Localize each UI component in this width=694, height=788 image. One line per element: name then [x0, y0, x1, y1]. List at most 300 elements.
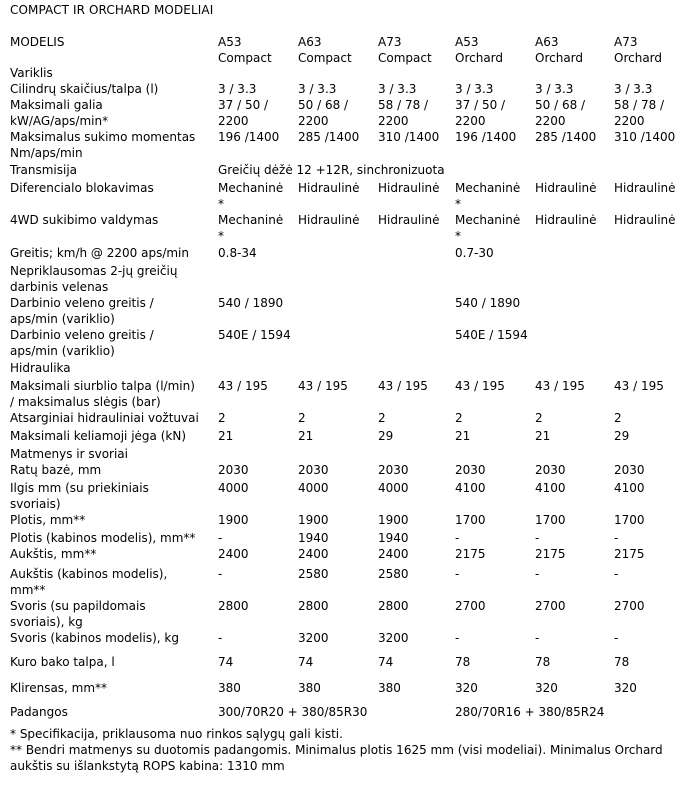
cell-line: Padangos [10, 705, 68, 719]
row-label [10, 129, 215, 161]
cell-line: 43 / 195 [298, 379, 348, 393]
table-cell [298, 81, 336, 97]
table-cell [298, 512, 329, 528]
cell-line: Hidraulinė [378, 213, 440, 227]
cell-line: - [218, 631, 223, 645]
table-cell [378, 410, 386, 426]
table-cell [455, 129, 516, 145]
model-header [455, 34, 503, 66]
cell-line: 4100 [614, 481, 645, 495]
cell-line: Mechaninė [455, 213, 521, 227]
cell-line: 1700 [535, 513, 566, 527]
cell-line: Atsarginiai hidrauliniai vožtuvai [10, 411, 199, 425]
table-cell [218, 162, 445, 178]
cell-line: Matmenys ir svoriai [10, 447, 128, 461]
table-cell [298, 480, 329, 496]
cell-line: 320 [614, 681, 637, 695]
cell-line: 3 / 3.3 [455, 82, 494, 96]
cell-line: Hidraulinė [535, 181, 597, 195]
cell-line: Hidraulinė [378, 181, 440, 195]
table-cell [298, 630, 329, 646]
cell-line: Greitis; km/h @ 2200 aps/min [10, 246, 189, 260]
model-header [298, 34, 352, 66]
table-cell [218, 97, 268, 129]
cell-line: 43 / 195 [218, 379, 268, 393]
cell-line: 2800 [298, 599, 329, 613]
cell-line: 4000 [378, 481, 409, 495]
cell-line: 320 [455, 681, 478, 695]
row-label [10, 410, 215, 426]
cell-line: Maksimali keliamoji jėga (kN) [10, 429, 186, 443]
header-label [10, 34, 215, 50]
cell-line: - [218, 531, 223, 545]
table-cell [218, 245, 257, 261]
table-cell [535, 81, 573, 97]
row-label [10, 212, 215, 228]
cell-line: 21 [535, 429, 551, 443]
cell-line: Orchard [455, 51, 504, 65]
table-cell [535, 129, 596, 145]
table-cell [378, 680, 401, 696]
row-label [10, 378, 215, 410]
cell-line: 2 [455, 411, 463, 425]
table-cell [218, 410, 226, 426]
table-cell [614, 566, 618, 582]
table-cell [614, 81, 652, 97]
table-cell [218, 462, 249, 478]
cell-line: A73 [614, 35, 638, 49]
cell-line: 2030 [535, 463, 566, 477]
table-cell [218, 630, 222, 646]
table-cell [298, 378, 348, 394]
cell-line: Plotis (kabinos modelis), mm** [10, 531, 196, 545]
table-cell [614, 428, 629, 444]
table-cell [535, 654, 550, 670]
cell-line: 1900 [378, 513, 409, 527]
row-label [10, 295, 215, 327]
row-label [10, 480, 215, 512]
row-label [10, 546, 215, 562]
cell-line: mm** [10, 583, 46, 597]
row-label [10, 97, 215, 129]
cell-line: 2700 [614, 599, 645, 613]
cell-line: Aukštis, mm** [10, 547, 97, 561]
table-cell [614, 512, 645, 528]
table-cell [614, 546, 645, 562]
table-cell [378, 566, 409, 582]
cell-line: - [455, 567, 460, 581]
cell-line: 2 [614, 411, 622, 425]
row-label [10, 263, 215, 295]
table-cell [535, 680, 558, 696]
table-cell [378, 654, 393, 670]
table-cell [455, 245, 494, 261]
table-cell [218, 180, 283, 212]
cell-line: 1900 [218, 513, 249, 527]
table-cell [535, 180, 597, 196]
row-label [10, 530, 215, 546]
table-cell [455, 480, 486, 496]
cell-line: - [455, 631, 460, 645]
table-cell [455, 630, 459, 646]
cell-line: 2580 [378, 567, 409, 581]
cell-line: A53 [218, 35, 242, 49]
row-label [10, 81, 215, 97]
cell-line: * [455, 197, 461, 211]
table-cell [218, 566, 222, 582]
cell-line: A63 [535, 35, 559, 49]
table-cell [535, 428, 550, 444]
cell-line: kW/AG/aps/min* [10, 114, 109, 128]
cell-line: 2030 [378, 463, 409, 477]
cell-line: 285 /1400 [298, 130, 360, 144]
cell-line: 540E / 1594 [455, 328, 528, 342]
cell-line: 2 [298, 411, 306, 425]
table-cell [535, 546, 566, 562]
cell-line: svoriais) [10, 497, 61, 511]
table-cell [298, 654, 313, 670]
cell-line: 280/70R16 + 380/85R24 [455, 705, 605, 719]
cell-line: 380 [378, 681, 401, 695]
cell-line: Hidraulinė [614, 181, 676, 195]
cell-line: 2400 [218, 547, 249, 561]
table-cell [455, 295, 520, 311]
table-cell [455, 530, 459, 546]
cell-line: 285 /1400 [535, 130, 597, 144]
row-label [10, 428, 215, 444]
table-cell [535, 462, 566, 478]
cell-line: 2200 [455, 114, 486, 128]
cell-line: 58 / 78 / [614, 98, 665, 112]
table-cell [535, 212, 597, 228]
cell-line: 2030 [455, 463, 486, 477]
cell-line: 1900 [298, 513, 329, 527]
cell-line: Mechaninė [455, 181, 521, 195]
cell-line: Compact [378, 51, 432, 65]
cell-line: 2800 [218, 599, 249, 613]
cell-line: darbinis velenas [10, 280, 109, 294]
cell-line: Maksimali galia [10, 98, 103, 112]
cell-line: Hidraulinė [535, 213, 597, 227]
cell-line: 310 /1400 [614, 130, 676, 144]
cell-line: 2030 [614, 463, 645, 477]
cell-line: Transmisija [10, 163, 78, 177]
cell-line: 43 / 195 [378, 379, 428, 393]
table-cell [218, 680, 241, 696]
cell-line: Mechaninė [218, 213, 284, 227]
table-cell [298, 530, 329, 546]
cell-line: Darbinio veleno greitis / [10, 328, 154, 342]
cell-line: 29 [378, 429, 394, 443]
table-cell [218, 530, 222, 546]
cell-line: 21 [455, 429, 471, 443]
cell-line: Compact [218, 51, 272, 65]
cell-line: 2175 [614, 547, 645, 561]
table-cell [455, 428, 470, 444]
cell-line: aps/min (variklio) [10, 312, 115, 326]
table-cell [455, 512, 486, 528]
model-header [378, 34, 432, 66]
table-cell [614, 654, 629, 670]
table-cell [298, 428, 313, 444]
table-cell [455, 462, 486, 478]
row-label [10, 654, 215, 670]
cell-line: Hidraulinė [614, 213, 676, 227]
table-cell [298, 97, 348, 129]
table-cell [455, 654, 470, 670]
cell-line: 196 /1400 [455, 130, 517, 144]
cell-line: 37 / 50 / [455, 98, 506, 112]
cell-line: 2175 [455, 547, 486, 561]
table-cell [455, 378, 505, 394]
cell-line: 29 [614, 429, 630, 443]
cell-line: 4WD sukibimo valdymas [10, 213, 159, 227]
cell-line: 3200 [378, 631, 409, 645]
table-cell [218, 512, 249, 528]
table-cell [455, 680, 478, 696]
table-cell [378, 512, 409, 528]
table-cell [378, 480, 409, 496]
row-label [10, 512, 215, 528]
cell-line: 310 /1400 [378, 130, 440, 144]
model-header [218, 34, 272, 66]
table-cell [378, 97, 428, 129]
table-cell [455, 546, 486, 562]
row-label [10, 446, 215, 462]
cell-line: Variklis [10, 66, 53, 80]
cell-line: 2400 [298, 547, 329, 561]
cell-line: 2700 [535, 599, 566, 613]
cell-line: 4000 [218, 481, 249, 495]
cell-line: Cilindrų skaičius/talpa (l) [10, 82, 159, 96]
table-cell [455, 327, 528, 343]
cell-line: 50 / 68 / [298, 98, 349, 112]
table-cell [218, 704, 367, 720]
row-label [10, 65, 215, 81]
table-cell [535, 566, 539, 582]
table-cell [378, 81, 416, 97]
model-header [614, 34, 662, 66]
cell-line: 2700 [455, 599, 486, 613]
cell-line: Kuro bako talpa, l [10, 655, 115, 669]
cell-line: 320 [535, 681, 558, 695]
cell-line: 540 / 1890 [218, 296, 284, 310]
cell-line: 196 /1400 [218, 130, 280, 144]
cell-line: 1700 [614, 513, 645, 527]
cell-line: 43 / 195 [535, 379, 585, 393]
table-cell [378, 378, 428, 394]
table-cell [455, 410, 463, 426]
cell-line: * [218, 197, 224, 211]
table-cell [218, 327, 291, 343]
cell-line: 540 / 1890 [455, 296, 521, 310]
cell-line: * [455, 229, 461, 243]
cell-line: - [614, 631, 619, 645]
cell-line: aps/min (variklio) [10, 344, 115, 358]
table-cell [378, 180, 440, 196]
cell-line: - [455, 531, 460, 545]
cell-line: 21 [218, 429, 234, 443]
row-label [10, 630, 215, 646]
table-cell [218, 546, 249, 562]
table-cell [614, 462, 645, 478]
cell-line: 43 / 195 [455, 379, 505, 393]
table-cell [218, 480, 249, 496]
cell-line: 43 / 195 [614, 379, 664, 393]
table-cell [218, 295, 283, 311]
cell-line: 2200 [614, 114, 645, 128]
table-cell [535, 480, 566, 496]
cell-line: Darbinio veleno greitis / [10, 296, 154, 310]
cell-line: 2 [378, 411, 386, 425]
cell-line: 3 / 3.3 [535, 82, 574, 96]
table-cell [218, 378, 268, 394]
cell-line: A73 [378, 35, 402, 49]
table-cell [378, 428, 393, 444]
cell-line: Compact [298, 51, 352, 65]
cell-line: 2030 [298, 463, 329, 477]
table-cell [455, 566, 459, 582]
table-cell [298, 546, 329, 562]
table-cell [614, 598, 645, 614]
row-label [10, 462, 215, 478]
table-cell [535, 598, 566, 614]
footnote: ** Bendri matmenys su duotomis padangomis. Minimalus plotis 1625 mm (visi modeliai). Minimalus Orchard aukštis su išlankstytą ROPS kabina: 1310 mm [10, 743, 663, 773]
cell-line: - [535, 531, 540, 545]
cell-line: Klirensas, mm** [10, 681, 108, 695]
cell-line: Ratų bazė, mm [10, 463, 102, 477]
table-cell [378, 546, 409, 562]
cell-line: 3200 [298, 631, 329, 645]
cell-line: 74 [298, 655, 314, 669]
table-cell [614, 480, 645, 496]
row-label [10, 566, 215, 598]
row-label [10, 327, 215, 359]
model-header [535, 34, 583, 66]
cell-line: svoriais), kg [10, 615, 83, 629]
cell-line: 37 / 50 / [218, 98, 269, 112]
table-cell [535, 630, 539, 646]
cell-line: 2030 [218, 463, 249, 477]
cell-line: 4100 [455, 481, 486, 495]
cell-line: - [614, 531, 619, 545]
cell-line: 74 [218, 655, 234, 669]
table-cell [614, 378, 664, 394]
row-label [10, 162, 215, 178]
cell-line: Nm/aps/min [10, 146, 83, 160]
row-label [10, 704, 215, 720]
table-cell [614, 212, 676, 228]
table-cell [298, 598, 329, 614]
cell-line: 380 [298, 681, 321, 695]
cell-line: 21 [298, 429, 314, 443]
table-cell [614, 97, 664, 129]
cell-line: 2200 [378, 114, 409, 128]
cell-line: A53 [455, 35, 479, 49]
table-cell [298, 410, 306, 426]
cell-line: 3 / 3.3 [298, 82, 337, 96]
table-cell [614, 180, 676, 196]
cell-line: Maksimali siurblio talpa (l/min) [10, 379, 195, 393]
cell-line: Plotis, mm** [10, 513, 86, 527]
cell-line: Orchard [614, 51, 663, 65]
row-label [10, 245, 215, 261]
cell-line: 2200 [298, 114, 329, 128]
cell-line: 2175 [535, 547, 566, 561]
cell-line: Hidraulika [10, 361, 71, 375]
table-cell [298, 212, 360, 228]
cell-line: 78 [455, 655, 471, 669]
cell-line: Hidraulinė [298, 181, 360, 195]
cell-line: 2400 [378, 547, 409, 561]
table-cell [455, 212, 520, 244]
table-cell [535, 530, 539, 546]
cell-line: 2200 [218, 114, 249, 128]
table-cell [218, 428, 233, 444]
table-cell [378, 462, 409, 478]
cell-line: 0.8-34 [218, 246, 257, 260]
cell-line: 4000 [298, 481, 329, 495]
cell-line: 3 / 3.3 [218, 82, 257, 96]
table-cell [378, 630, 409, 646]
table-cell [378, 530, 409, 546]
cell-line: 540E / 1594 [218, 328, 291, 342]
cell-line: Aukštis (kabinos modelis), [10, 567, 168, 581]
cell-line: Nepriklausomas 2-jų greičių [10, 264, 178, 278]
cell-line: 300/70R20 + 380/85R30 [218, 705, 368, 719]
cell-line: 78 [614, 655, 630, 669]
table-cell [614, 129, 675, 145]
cell-line: Svoris (su papildomais [10, 599, 146, 613]
page-title: COMPACT IR ORCHARD MODELIAI [10, 3, 214, 17]
table-cell [614, 630, 618, 646]
cell-line: 50 / 68 / [535, 98, 586, 112]
cell-line: MODELIS [10, 35, 65, 49]
cell-line: Orchard [535, 51, 584, 65]
table-cell [218, 212, 283, 244]
cell-line: / maksimalus slėgis (bar) [10, 395, 161, 409]
cell-line: Hidraulinė [298, 213, 360, 227]
cell-line: 1940 [378, 531, 409, 545]
cell-line: 74 [378, 655, 394, 669]
table-cell [378, 598, 409, 614]
table-cell [535, 378, 585, 394]
row-label [10, 180, 215, 196]
cell-line: - [218, 567, 223, 581]
cell-line: 2580 [298, 567, 329, 581]
table-cell [218, 598, 249, 614]
table-cell [298, 462, 329, 478]
row-label [10, 680, 215, 696]
table-cell [455, 180, 520, 212]
row-label [10, 360, 215, 376]
cell-line: Maksimalus sukimo momentas [10, 130, 196, 144]
cell-line: A63 [298, 35, 322, 49]
table-cell [218, 129, 279, 145]
cell-line: 2 [218, 411, 226, 425]
table-cell [298, 129, 359, 145]
table-cell [218, 81, 256, 97]
table-cell [535, 97, 585, 129]
row-label [10, 598, 215, 630]
cell-line: 3 / 3.3 [614, 82, 653, 96]
table-cell [298, 566, 329, 582]
cell-line: Greičių dėžė 12 +12R, sinchronizuota [218, 163, 445, 177]
footnote: * Specifikacija, priklausoma nuo rinkos sąlygų gali kisti. [10, 727, 343, 741]
cell-line: Mechaninė [218, 181, 284, 195]
cell-line: - [535, 631, 540, 645]
cell-line: 0.7-30 [455, 246, 494, 260]
